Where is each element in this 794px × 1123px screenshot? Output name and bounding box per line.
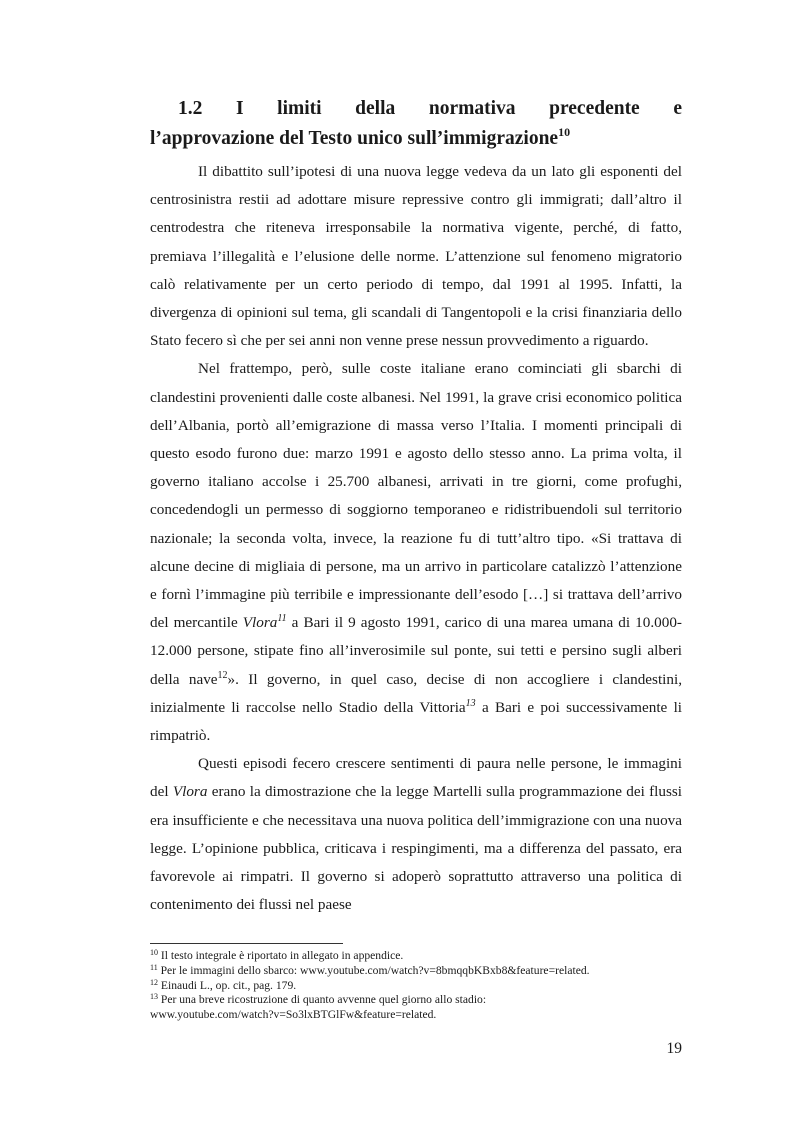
footnote-text[interactable]: Per le immagini dello sbarco: www.youtube.com/watch?v=8bmqqbKBxb8&feature=related. [160,963,590,977]
section-heading [150,94,682,154]
ship-name: Vlora [172,783,208,801]
footnote-text: Per una breve ricostruzione di quanto avvenne quel giorno allo stadio: [160,993,487,1007]
paragraph-1: Il dibattito sull’ipotesi di una nuova legge vedeva da un lato gli esponenti del centrosinistra restii ad adottare misure repressive contro gli immigrati; dall’altro il centrodestra che riteneva irresponsabile la normativa vigente, perché, di fatto, premiava l’illegalità e l’elusione delle norme. L’attenzione sul fenomeno migratorio calò relativamente per un certo periodo di tempo, dal 1991 al 1995. Infatti, la divergenza di opinioni sul tema, gli scandali di Tangentopoli e la crisi finanziaria dello Stato fecero sì che per sei anni non venne prese nessun provvedimento a riguardo. [150,163,682,350]
body-text [150,158,682,919]
heading-word: e [673,98,682,119]
footnote-ref[interactable]: 12 [217,669,228,681]
footnote [150,964,682,979]
ship-name: Vlora [242,614,278,632]
footnote-url[interactable]: www.youtube.com/watch?v=So3lxBTGlFw&feature=related. [150,1008,437,1022]
section-number: 1.2 [178,98,203,119]
document-page [150,0,682,1123]
heading-line-1 [150,94,682,124]
paragraph-text: ». Il governo, in quel caso, decise di non accogliere i clandestini, inizialmente li raccolse nello Stadio della Vittoria [150,670,682,716]
footnote-text: Il testo integrale è riportato in allegato in appendice. [160,949,404,962]
footnote-ref[interactable]: 11 [277,613,287,625]
footnote-ref[interactable]: 10 [558,125,571,139]
paragraph-text: Nel frattempo, però, sulle coste italiane erano cominciati gli sbarchi di clandestini provenienti dalle coste albanesi. Nel 1991, la grave crisi economico politica dell’Albania, portò all’emigrazione di massa verso l’Italia. I momenti principali di questo esodo furono due: marzo 1991 e agosto dello stesso anno. La prima volta, il governo italiano accolse i 25.700 albanesi, arrivati in tre giorni, come profughi, concedendogli un permesso di soggiorno temporaneo e ridistribuendoli sul territorio nazionale; la seconda volta, invece, la reazione fu di tutt’altro tipo. «Si trattava di alcune decine di migliaia di persone, ma un arrivo in particolare catalizzò l’attenzione e fornì l’immagine più terribile e impressionante dell’esodo […] si trattava dell’arrivo del mercantile [150,360,682,632]
footnote-continuation [150,1008,682,1023]
page-number: 19 [666,1040,682,1057]
footnote [150,979,682,994]
paragraph-text: erano la dimostrazione che la legge Martelli sulla programmazione dei flussi era insufficiente e che necessitava una nuova politica dell’immigrazione con una nuova legge. L’opinione pubblica, criticava i respingimenti, ma a differenza del passato, era favorevole ai rimpatri. Il governo si adoperò soprattutto attraverso una politica di contenimento dei flussi nel paese [150,783,683,914]
footnote-text: Einaudi L., op. cit., pag. 179. [160,978,297,992]
footnote [150,993,682,1008]
paragraph-text: Questi episodi fecero crescere sentimenti di paura nelle persone, le immagini del [150,755,682,801]
heading-word: normativa [428,98,516,119]
paragraph-text: a Bari e poi successivamente li rimpatriò. [150,698,683,745]
footnote-number: 11 [150,962,158,972]
heading-word: limiti [277,98,322,119]
footnote [150,949,682,964]
footnote-separator [150,943,343,944]
heading-word: della [355,98,396,119]
footnote-ref[interactable]: 13 [465,697,476,709]
heading-word: precedente [549,98,640,119]
footnote-number: 10 [150,948,158,957]
heading-word: I [235,98,244,119]
paragraph-2 [150,355,682,750]
footnote-number: 13 [150,992,158,1002]
footnote-number: 12 [150,977,158,987]
heading-line-2-text: l’approvazione del Testo unico sull’immigrazione [150,128,559,149]
paragraph-3 [150,750,682,919]
footnotes [150,949,682,1023]
paragraph-text: a Bari il 9 agosto 1991, carico di una marea umana di 10.000-12.000 persone, stipate fino all’inverosimile sul ponte, sui tetti e persino sugli alberi della nave [150,614,682,688]
heading-line-2 [150,124,682,154]
